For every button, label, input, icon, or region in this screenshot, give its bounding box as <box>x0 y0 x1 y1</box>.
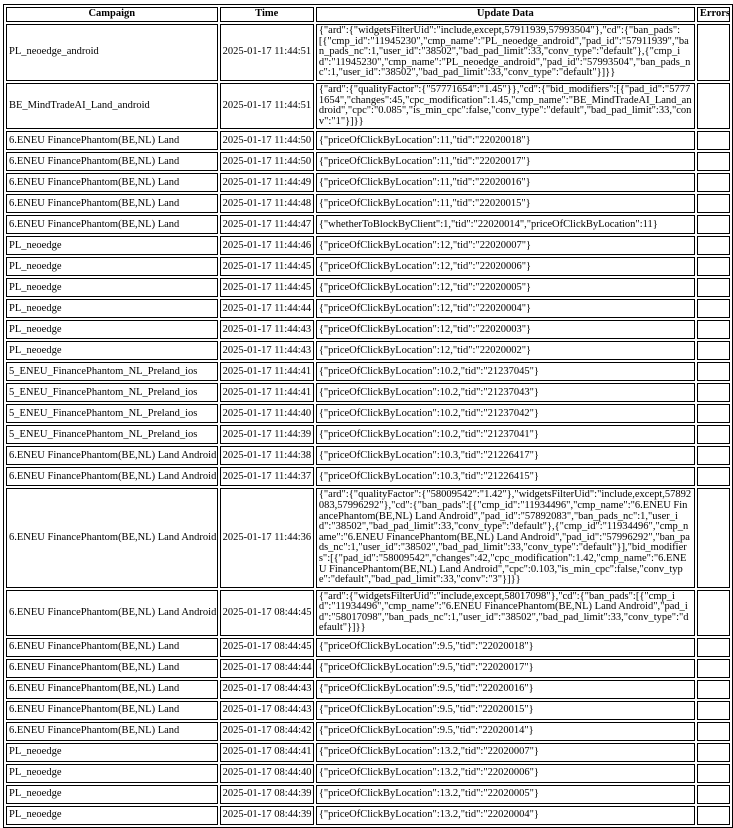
table-row <box>6 341 730 360</box>
cell-time: 2025-01-17 11:44:40 <box>220 404 314 423</box>
cell-update-data: {"priceOfClickByLocation":9.5,"tid":"22020018"} <box>316 638 695 657</box>
updates-table <box>4 5 732 827</box>
table-row <box>6 701 730 720</box>
cell-update-data: {"priceOfClickByLocation":11,"tid":"22020017"} <box>316 152 695 171</box>
cell-update-data: {"priceOfClickByLocation":10.2,"tid":"21237041"} <box>316 425 695 444</box>
cell-update-data: {"priceOfClickByLocation":13.2,"tid":"22020006"} <box>316 764 695 783</box>
cell-errors <box>697 24 730 81</box>
table-row <box>6 152 730 171</box>
cell-errors <box>697 806 730 825</box>
cell-time: 2025-01-17 11:44:48 <box>220 194 314 213</box>
cell-time: 2025-01-17 11:44:46 <box>220 236 314 255</box>
header-update-data: Update Data <box>316 7 695 22</box>
cell-time: 2025-01-17 11:44:45 <box>220 257 314 276</box>
table-row <box>6 806 730 825</box>
cell-campaign: 5_ENEU_FinancePhantom_NL_Preland_ios <box>6 383 218 402</box>
table-row <box>6 194 730 213</box>
cell-errors <box>697 362 730 381</box>
table-row <box>6 236 730 255</box>
cell-update-data: {"priceOfClickByLocation":10.3,"tid":"21226415"} <box>316 467 695 486</box>
cell-errors <box>697 152 730 171</box>
cell-update-data: {"priceOfClickByLocation":10.3,"tid":"21226417"} <box>316 446 695 465</box>
table-row <box>6 215 730 234</box>
table-row <box>6 131 730 150</box>
cell-errors <box>697 680 730 699</box>
cell-time: 2025-01-17 11:44:44 <box>220 299 314 318</box>
cell-campaign: PL_neoedge <box>6 299 218 318</box>
cell-time: 2025-01-17 08:44:44 <box>220 659 314 678</box>
cell-update-data: {"ard":{"qualityFactor":{"58009542":"1.42"},"widgetsFilterUid":"include,except,57892083,57996292"},"cd":{"ban_pads":[{"cmp_id":"11934496","cmp_name":"6.ENEU FinancePhantom(BE,NL) Land Android","pad_id":"57892083","ban_pads_nc":1,"user_id":"38502","bad_pad_limit":33,"conv_type":"default"},{"cmp_id":"11934496","cmp_name":"6.ENEU FinancePhantom(BE,NL) Land Android","pad_id":"57996292","ban_pads_nc":1,"user_id":"38502","bad_pad_limit":33,"conv_type":"default"}],"bid_modifiers":[{"pad_id":"58009542","changes":42,"cpc_modification":1.42,"cmp_name":"6.ENEU FinancePhantom(BE,NL) Land Android","cpc":0.103,"is_min_cpc":false,"conv_type":"default","bad_pad_limit":33,"conv":"3"}]}} <box>316 488 695 587</box>
cell-time: 2025-01-17 11:44:49 <box>220 173 314 192</box>
cell-campaign: 6.ENEU FinancePhantom(BE,NL) Land <box>6 659 218 678</box>
header-time: Time <box>220 7 314 22</box>
cell-update-data: {"whetherToBlockByClient":1,"tid":"22020014","priceOfClickByLocation":11} <box>316 215 695 234</box>
cell-time: 2025-01-17 11:44:37 <box>220 467 314 486</box>
cell-update-data: {"priceOfClickByLocation":9.5,"tid":"22020015"} <box>316 701 695 720</box>
table-row <box>6 638 730 657</box>
cell-update-data: {"priceOfClickByLocation":10.2,"tid":"21237042"} <box>316 404 695 423</box>
cell-errors <box>697 299 730 318</box>
table-row <box>6 299 730 318</box>
cell-time: 2025-01-17 08:44:43 <box>220 701 314 720</box>
table-row <box>6 320 730 339</box>
cell-update-data: {"priceOfClickByLocation":12,"tid":"22020005"} <box>316 278 695 297</box>
cell-campaign: PL_neoedge <box>6 806 218 825</box>
cell-update-data: {"priceOfClickByLocation":11,"tid":"22020015"} <box>316 194 695 213</box>
cell-time: 2025-01-17 11:44:43 <box>220 341 314 360</box>
cell-errors <box>697 278 730 297</box>
cell-campaign: 6.ENEU FinancePhantom(BE,NL) Land <box>6 722 218 741</box>
table-row <box>6 425 730 444</box>
cell-campaign: 6.ENEU FinancePhantom(BE,NL) Land <box>6 131 218 150</box>
cell-update-data: {"ard":{"qualityFactor":{"57771654":"1.45"}},"cd":{"bid_modifiers":[{"pad_id":"57771654","changes":45,"cpc_modification":1.45,"cmp_name":"BE_MindTradeAI_Land_android","cpc":"0.085","is_min_cpc":false,"conv_type":"default","bad_pad_limit":33,"conv":"1"}]}} <box>316 83 695 129</box>
cell-campaign: PL_neoedge <box>6 341 218 360</box>
updates-table-container <box>3 4 733 828</box>
cell-campaign: 6.ENEU FinancePhantom(BE,NL) Land Android <box>6 488 218 587</box>
cell-update-data: {"priceOfClickByLocation":13.2,"tid":"22020005"} <box>316 785 695 804</box>
table-row <box>6 362 730 381</box>
table-row <box>6 404 730 423</box>
cell-errors <box>697 590 730 636</box>
cell-campaign: PL_neoedge <box>6 257 218 276</box>
cell-update-data: {"priceOfClickByLocation":9.5,"tid":"22020017"} <box>316 659 695 678</box>
cell-time: 2025-01-17 08:44:41 <box>220 743 314 762</box>
cell-update-data: {"priceOfClickByLocation":12,"tid":"22020004"} <box>316 299 695 318</box>
cell-time: 2025-01-17 11:44:51 <box>220 24 314 81</box>
cell-campaign: 5_ENEU_FinancePhantom_NL_Preland_ios <box>6 362 218 381</box>
cell-campaign: 5_ENEU_FinancePhantom_NL_Preland_ios <box>6 425 218 444</box>
cell-errors <box>697 404 730 423</box>
cell-time: 2025-01-17 11:44:38 <box>220 446 314 465</box>
cell-errors <box>697 701 730 720</box>
cell-time: 2025-01-17 08:44:39 <box>220 785 314 804</box>
table-row <box>6 173 730 192</box>
table-row <box>6 278 730 297</box>
cell-time: 2025-01-17 11:44:51 <box>220 83 314 129</box>
cell-errors <box>697 173 730 192</box>
cell-update-data: {"priceOfClickByLocation":13.2,"tid":"22020007"} <box>316 743 695 762</box>
table-row <box>6 257 730 276</box>
cell-time: 2025-01-17 08:44:43 <box>220 680 314 699</box>
cell-update-data: {"priceOfClickByLocation":9.5,"tid":"22020014"} <box>316 722 695 741</box>
cell-update-data: {"priceOfClickByLocation":10.2,"tid":"21237043"} <box>316 383 695 402</box>
cell-errors <box>697 341 730 360</box>
cell-time: 2025-01-17 11:44:41 <box>220 362 314 381</box>
table-row <box>6 590 730 636</box>
cell-update-data: {"priceOfClickByLocation":12,"tid":"22020007"} <box>316 236 695 255</box>
table-row <box>6 467 730 486</box>
cell-time: 2025-01-17 11:44:45 <box>220 278 314 297</box>
cell-errors <box>697 764 730 783</box>
cell-errors <box>697 257 730 276</box>
cell-campaign: 6.ENEU FinancePhantom(BE,NL) Land <box>6 152 218 171</box>
cell-campaign: PL_neoedge <box>6 320 218 339</box>
cell-update-data: {"priceOfClickByLocation":11,"tid":"22020016"} <box>316 173 695 192</box>
header-campaign: Campaign <box>6 7 218 22</box>
cell-errors <box>697 446 730 465</box>
cell-campaign: 6.ENEU FinancePhantom(BE,NL) Land <box>6 194 218 213</box>
table-row <box>6 659 730 678</box>
cell-campaign: 6.ENEU FinancePhantom(BE,NL) Land <box>6 173 218 192</box>
table-header-row <box>6 7 730 22</box>
table-row <box>6 722 730 741</box>
cell-errors <box>697 638 730 657</box>
cell-update-data: {"priceOfClickByLocation":11,"tid":"22020018"} <box>316 131 695 150</box>
cell-update-data: {"priceOfClickByLocation":10.2,"tid":"21237045"} <box>316 362 695 381</box>
cell-campaign: BE_MindTradeAI_Land_android <box>6 83 218 129</box>
cell-update-data: {"priceOfClickByLocation":9.5,"tid":"22020016"} <box>316 680 695 699</box>
table-row <box>6 446 730 465</box>
table-row <box>6 83 730 129</box>
table-row <box>6 680 730 699</box>
cell-campaign: 6.ENEU FinancePhantom(BE,NL) Land Android <box>6 446 218 465</box>
cell-errors <box>697 659 730 678</box>
cell-campaign: PL_neoedge <box>6 785 218 804</box>
cell-time: 2025-01-17 08:44:45 <box>220 638 314 657</box>
cell-update-data: {"priceOfClickByLocation":12,"tid":"22020003"} <box>316 320 695 339</box>
cell-errors <box>697 467 730 486</box>
cell-time: 2025-01-17 11:44:50 <box>220 131 314 150</box>
table-row <box>6 764 730 783</box>
cell-campaign: 6.ENEU FinancePhantom(BE,NL) Land <box>6 215 218 234</box>
cell-update-data: {"priceOfClickByLocation":13.2,"tid":"22020004"} <box>316 806 695 825</box>
cell-campaign: PL_neoedge_android <box>6 24 218 81</box>
table-body <box>6 24 730 825</box>
cell-time: 2025-01-17 11:44:39 <box>220 425 314 444</box>
cell-update-data: {"ard":{"widgetsFilterUid":"include,except,58017098"},"cd":{"ban_pads":[{"cmp_id":"11934496","cmp_name":"6.ENEU FinancePhantom(BE,NL) Land Android","pad_id":"58017098","ban_pads_nc":1,"user_id":"38502","bad_pad_limit":33,"conv_type":"default"}]}} <box>316 590 695 636</box>
cell-time: 2025-01-17 08:44:39 <box>220 806 314 825</box>
table-row <box>6 24 730 81</box>
table-row <box>6 383 730 402</box>
table-row <box>6 488 730 587</box>
cell-update-data: {"priceOfClickByLocation":12,"tid":"22020006"} <box>316 257 695 276</box>
cell-time: 2025-01-17 11:44:41 <box>220 383 314 402</box>
header-errors: Errors <box>697 7 730 22</box>
cell-time: 2025-01-17 08:44:40 <box>220 764 314 783</box>
cell-errors <box>697 722 730 741</box>
cell-errors <box>697 236 730 255</box>
cell-time: 2025-01-17 08:44:42 <box>220 722 314 741</box>
cell-time: 2025-01-17 11:44:50 <box>220 152 314 171</box>
cell-errors <box>697 383 730 402</box>
cell-time: 2025-01-17 11:44:47 <box>220 215 314 234</box>
cell-time: 2025-01-17 11:44:36 <box>220 488 314 587</box>
cell-errors <box>697 425 730 444</box>
cell-update-data: {"priceOfClickByLocation":12,"tid":"22020002"} <box>316 341 695 360</box>
cell-campaign: 6.ENEU FinancePhantom(BE,NL) Land <box>6 701 218 720</box>
cell-campaign: 6.ENEU FinancePhantom(BE,NL) Land <box>6 680 218 699</box>
cell-campaign: 6.ENEU FinancePhantom(BE,NL) Land Android <box>6 467 218 486</box>
cell-time: 2025-01-17 08:44:45 <box>220 590 314 636</box>
cell-errors <box>697 194 730 213</box>
cell-errors <box>697 131 730 150</box>
cell-campaign: PL_neoedge <box>6 278 218 297</box>
cell-errors <box>697 83 730 129</box>
cell-campaign: 6.ENEU FinancePhantom(BE,NL) Land <box>6 638 218 657</box>
cell-campaign: PL_neoedge <box>6 743 218 762</box>
cell-update-data: {"ard":{"widgetsFilterUid":"include,except,57911939,57993504"},"cd":{"ban_pads":[{"cmp_id":"11945230","cmp_name":"PL_neoedge_android","pad_id":"57911939","ban_pads_nc":1,"user_id":"38502","bad_pad_limit":33,"conv_type":"default"},{"cmp_id":"11945230","cmp_name":"PL_neoedge_android","pad_id":"57993504","ban_pads_nc":1,"user_id":"38502","bad_pad_limit":33,"conv_type":"default"}]}} <box>316 24 695 81</box>
cell-campaign: 6.ENEU FinancePhantom(BE,NL) Land Android <box>6 590 218 636</box>
cell-campaign: PL_neoedge <box>6 764 218 783</box>
cell-errors <box>697 743 730 762</box>
cell-campaign: PL_neoedge <box>6 236 218 255</box>
table-row <box>6 743 730 762</box>
cell-time: 2025-01-17 11:44:43 <box>220 320 314 339</box>
cell-errors <box>697 320 730 339</box>
cell-campaign: 5_ENEU_FinancePhantom_NL_Preland_ios <box>6 404 218 423</box>
cell-errors <box>697 215 730 234</box>
cell-errors <box>697 488 730 587</box>
